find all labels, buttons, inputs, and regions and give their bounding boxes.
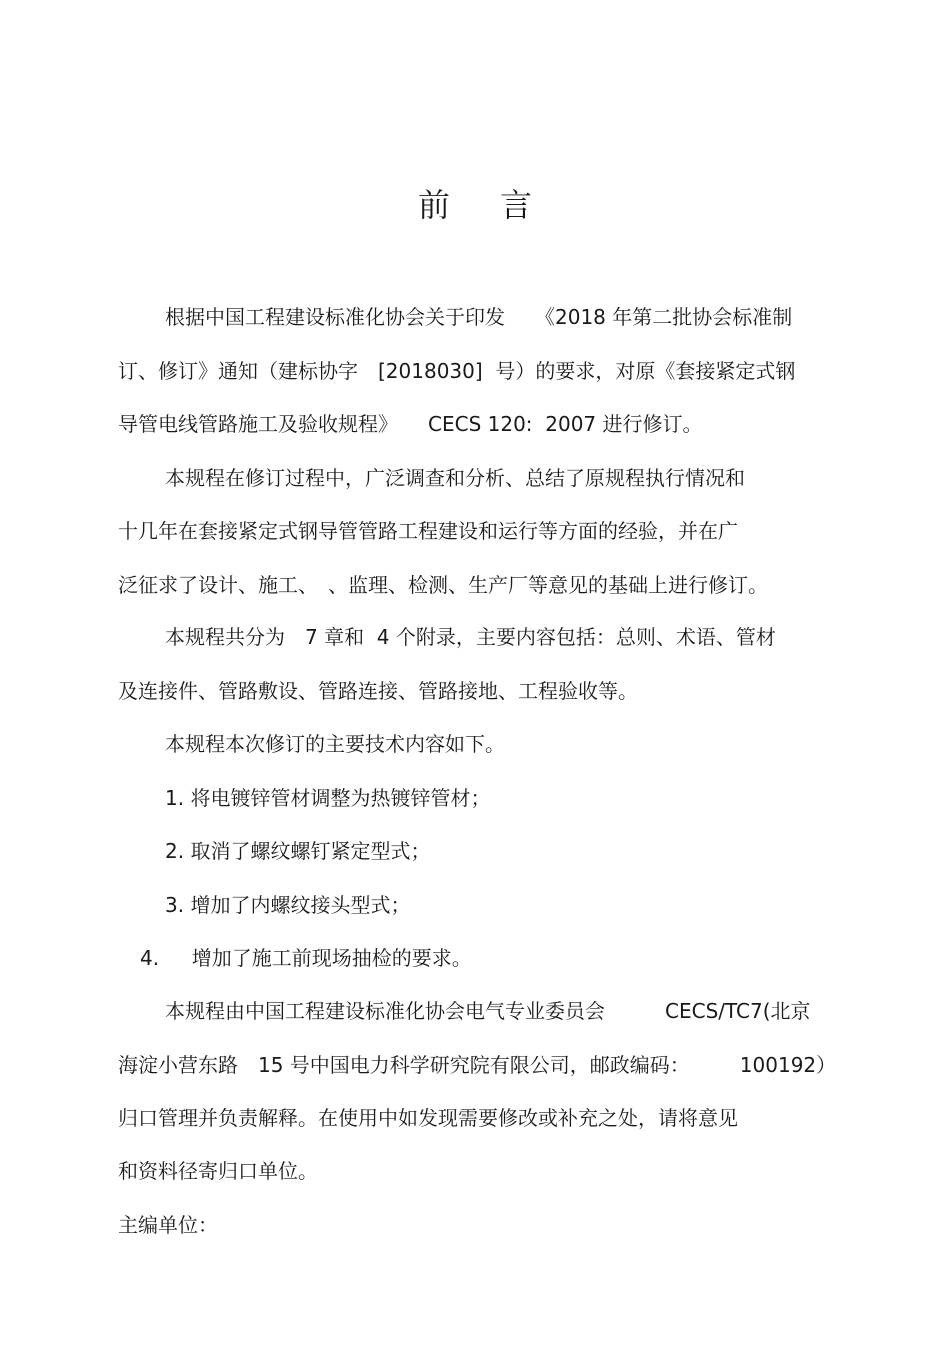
paragraph-line: 订、修订》通知（建标协字 [2018030] 号）的要求，对原《套接紧定式钢 xyxy=(118,359,796,383)
paragraph-line: 和资料径寄归口单位。 xyxy=(118,1159,318,1183)
paragraph-line: 泛征求了设计、施工、 、监理、检测、生产厂等意见的基础上进行修订。 xyxy=(118,573,768,597)
paragraph-line: 根据中国工程建设标准化协会关于印发 《2018 年第二批协会标准制 xyxy=(165,305,793,329)
chief-editor-label: 主编单位： xyxy=(118,1213,218,1237)
list-item: 1. 将电镀锌管材调整为热镀锌管材； xyxy=(165,786,491,810)
paragraph-line: 本规程本次修订的主要技术内容如下。 xyxy=(165,732,505,756)
title-char-2: 言 xyxy=(500,186,533,224)
list-item: 4. 增加了施工前现场抽检的要求。 xyxy=(140,946,472,970)
paragraph-line: 海淀小营东路 15 号中国电力科学研究院有限公司，邮政编码： 100192） xyxy=(118,1053,837,1077)
paragraph-line: 十几年在套接紧定式钢导管管路工程建设和运行等方面的经验，并在广 xyxy=(118,519,738,543)
paragraph-line: 导管电线管路施工及验收规程》 CECS 120: 2007 进行修订。 xyxy=(118,412,703,436)
list-item: 2. 取消了螺纹螺钉紧定型式； xyxy=(165,839,431,863)
list-item: 3. 增加了内螺纹接头型式； xyxy=(165,893,411,917)
paragraph-line: 本规程共分为 7 章和 4 个附录，主要内容包括：总则、术语、管材 xyxy=(165,625,776,649)
paragraph-line: 本规程由中国工程建设标准化协会电气专业委员会 CECS/TC7(北京 xyxy=(165,999,811,1023)
title-char-1: 前 xyxy=(417,186,450,224)
paragraph-line: 归口管理并负责解释。在使用中如发现需要修改或补充之处，请将意见 xyxy=(118,1106,738,1130)
paragraph-line: 本规程在修订过程中，广泛调查和分析、总结了原规程执行情况和 xyxy=(165,466,745,490)
page-title xyxy=(0,180,950,226)
paragraph-line: 及连接件、管路敷设、管路连接、管路接地、工程验收等。 xyxy=(118,679,638,703)
